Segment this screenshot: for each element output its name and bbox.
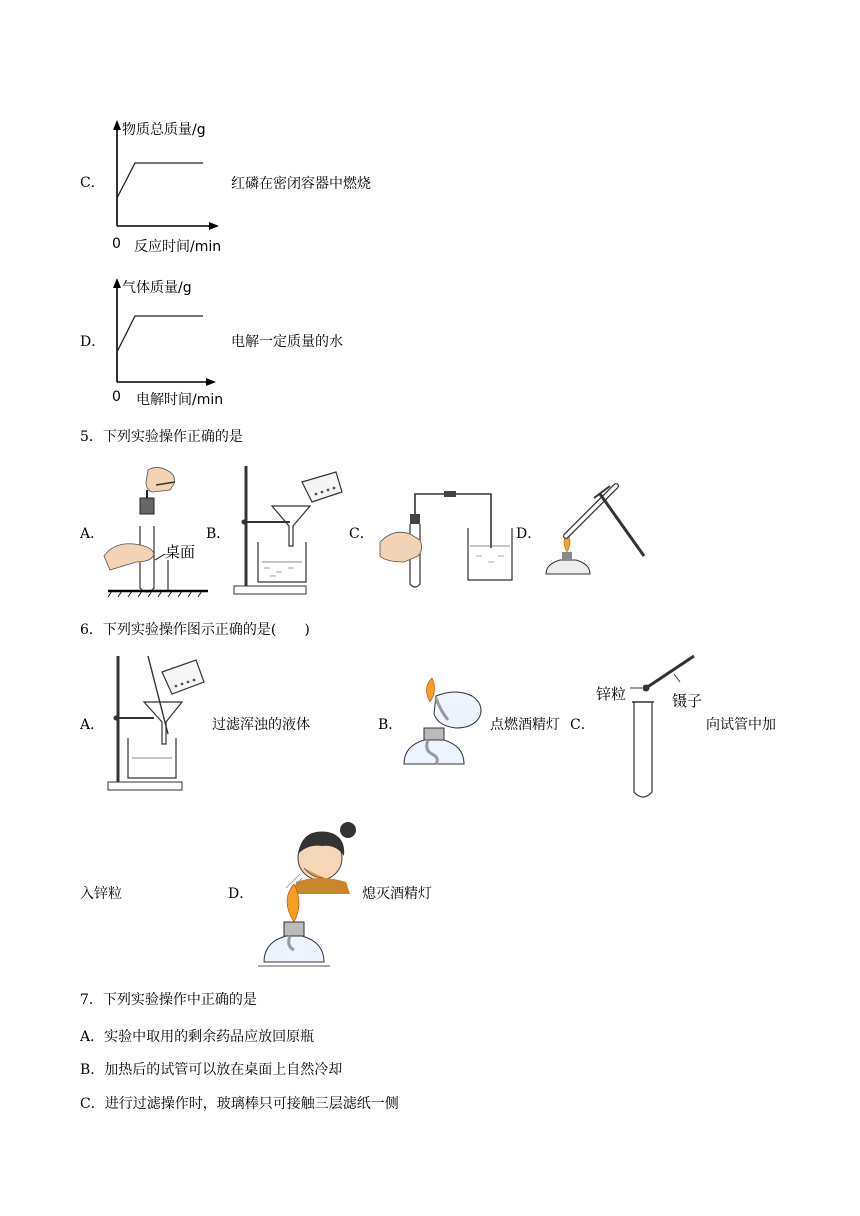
q6-c-text-line2: 入锌粒 — [80, 886, 122, 902]
q7-option-b: B．加热后的试管可以放在桌面上自然冷却 — [80, 1062, 343, 1078]
q6-option-d-letter: D． — [228, 886, 254, 902]
q4-option-d-letter: D． — [80, 334, 106, 350]
q5-desk-label: 桌面 — [165, 543, 196, 561]
q4-d-origin-label: 0 — [112, 389, 121, 405]
q6-option-c-letter: C． — [570, 717, 595, 733]
q4-c-x-axis-label: 反应时间/min — [134, 239, 222, 255]
q7-option-c: C．进行过滤操作时，玻璃棒只可接触三层滤纸一侧 — [80, 1096, 399, 1112]
q6-d-blowing-out-lamp-image — [256, 818, 366, 970]
q5-b-filtration-image — [230, 462, 350, 602]
q4-d-x-axis-label: 电解时间/min — [136, 392, 224, 408]
q4-d-y-axis-label: 气体质量/g — [122, 280, 192, 296]
q6-a-filtration-image — [104, 652, 214, 798]
q6-c-text-line1: 向试管中加 — [706, 717, 776, 733]
q6-b-lighting-alcohol-lamp-image — [398, 678, 498, 774]
q4-c-origin-label: 0 — [112, 236, 121, 252]
q5-option-c-letter: C． — [349, 526, 374, 542]
q4-option-c-letter: C． — [80, 175, 105, 191]
q7-stem: 7．下列实验操作中正确的是 — [80, 992, 257, 1008]
q5-d-heating-test-tube-image — [536, 480, 656, 590]
q6-d-text: 熄灭酒精灯 — [362, 886, 432, 902]
q6-option-b-letter: B． — [378, 717, 403, 733]
q5-option-d-letter: D． — [516, 526, 542, 542]
q6-c-adding-zinc-image — [596, 652, 706, 802]
q5-option-b-letter: B． — [206, 526, 231, 542]
q6-c-tweezers-label: 镊子 — [672, 692, 703, 710]
q6-option-a-letter: A． — [80, 717, 105, 733]
q7-option-a: A．实验中取用的剩余药品应放回原瓶 — [80, 1029, 315, 1045]
q5-c-airtightness-check-image — [378, 480, 518, 590]
q5-a-test-tube-insert-stopper-image — [100, 460, 210, 600]
q4-d-description: 电解一定质量的水 — [231, 334, 343, 350]
q6-a-text: 过滤浑浊的液体 — [212, 717, 310, 733]
q4-c-y-axis-label: 物质总质量/g — [122, 122, 206, 138]
q6-c-zinc-label: 锌粒 — [596, 685, 627, 703]
q5-option-a-letter: A． — [80, 526, 105, 542]
q4-c-description: 红磷在密闭容器中燃烧 — [231, 176, 371, 192]
q5-stem: 5．下列实验操作正确的是 — [80, 429, 243, 445]
q6-b-text: 点燃酒精灯 — [490, 717, 560, 733]
q6-stem: 6．下列实验操作图示正确的是( ) — [80, 622, 310, 638]
